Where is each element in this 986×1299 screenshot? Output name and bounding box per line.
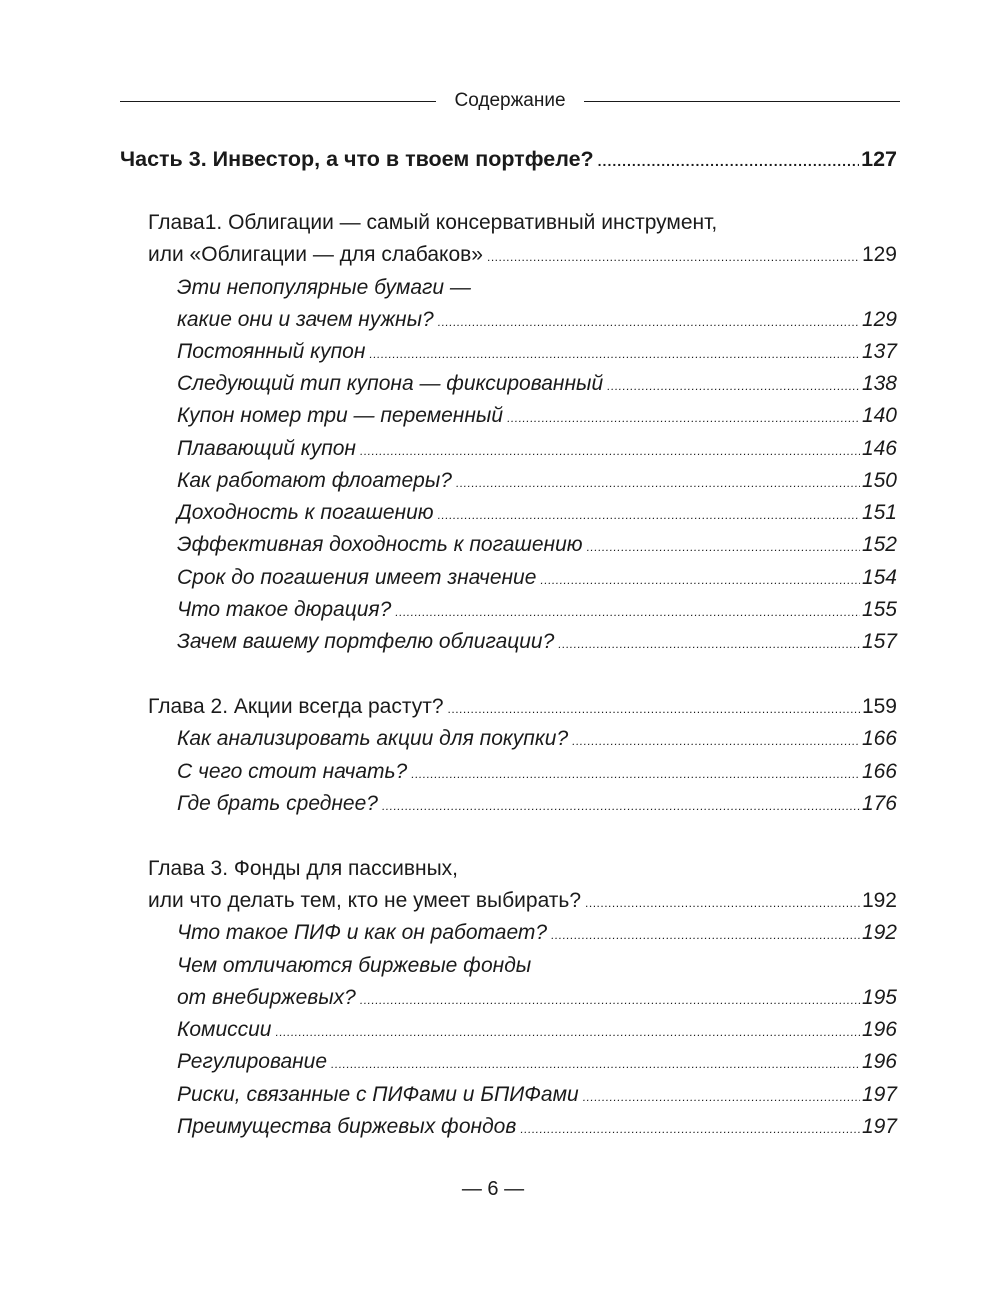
toc-item[interactable] (177, 1079, 897, 1111)
toc-chapter-label: Глава 2. Акции всегда растут? (148, 695, 444, 718)
toc-leader (438, 306, 860, 338)
toc-item-label: Где брать среднее? (177, 792, 378, 815)
toc-page-number: 150 (861, 469, 897, 492)
toc-page-number: 137 (861, 340, 897, 363)
toc-leader (395, 596, 860, 628)
toc-page-number: 159 (861, 695, 897, 718)
toc-item-label: Преимущества биржевых фондов (177, 1115, 517, 1138)
toc-item[interactable] (177, 529, 897, 561)
toc-item-label: Как работают флоатеры? (177, 469, 452, 492)
toc-part-label: Часть 3. Инвестор, а что в твоем портфеле? (120, 147, 594, 171)
toc-item[interactable] (177, 950, 897, 982)
toc-page-number: 154 (861, 566, 897, 589)
toc-item-label: Риски, связанные с ПИФами и БПИФами (177, 1083, 579, 1106)
toc-chapter-3-line1[interactable] (148, 853, 897, 885)
toc-item[interactable] (177, 1014, 897, 1046)
toc-item-label: Что такое ПИФ и как он работает? (177, 921, 548, 944)
toc-leader (382, 790, 860, 822)
toc-leader (607, 370, 860, 402)
toc-page-number: 152 (861, 533, 897, 556)
toc-leader (507, 402, 860, 434)
toc-item[interactable] (177, 465, 897, 497)
toc-page-number: 192 (861, 889, 897, 912)
toc-item-label: Доходность к погашению (177, 501, 434, 524)
toc-leader (438, 499, 860, 531)
running-header (120, 88, 900, 114)
toc-chapter-label: или что делать тем, кто не умеет выбирать? (148, 889, 582, 912)
toc-leader (551, 919, 860, 951)
toc-item-label: Купон номер три — переменный (177, 404, 504, 427)
toc-item-label: Срок до погашения имеет значение (177, 566, 537, 589)
toc-item-label: Следующий тип купона — фиксированный (177, 372, 604, 395)
toc-item[interactable] (177, 368, 897, 400)
toc-leader (585, 887, 860, 919)
toc-item[interactable] (177, 1046, 897, 1078)
toc-page-number: 138 (861, 372, 897, 395)
header-rule-left (120, 101, 436, 102)
toc-chapter-label: Глава 3. Фонды для пассивных, (148, 857, 459, 880)
toc-item[interactable] (177, 723, 897, 755)
toc-leader (360, 435, 860, 467)
toc-leader (369, 338, 860, 370)
toc-page-number: 197 (861, 1083, 897, 1106)
toc-item-label: Регулирование (177, 1050, 328, 1073)
toc-page-number: 129 (861, 243, 897, 266)
toc-page-number: 197 (861, 1115, 897, 1138)
toc-item[interactable] (177, 1111, 897, 1143)
toc-leader (331, 1048, 860, 1080)
toc-chapter-label: Глава1. Облигации — самый консервативный инструмент, (148, 211, 718, 234)
toc-part-3[interactable] (120, 143, 897, 175)
toc-chapter-3-line2[interactable] (148, 885, 897, 917)
page-number: — 6 — (461, 1178, 525, 1200)
toc-item[interactable] (177, 304, 897, 336)
toc-leader (598, 145, 859, 177)
header-title: Содержание (454, 90, 566, 111)
toc-item-label: какие они и зачем нужны? (177, 308, 434, 331)
toc-page-number: 146 (861, 437, 897, 460)
toc-page-number: 196 (861, 1050, 897, 1073)
toc-item-label: С чего стоит начать? (177, 760, 408, 783)
toc-leader (587, 531, 860, 563)
toc-page-number: 166 (861, 760, 897, 783)
toc-item[interactable] (177, 626, 897, 658)
toc-item-label: Зачем вашему портфелю облигации? (177, 630, 555, 653)
toc-item[interactable] (177, 788, 897, 820)
toc-item[interactable] (177, 400, 897, 432)
toc-item[interactable] (177, 336, 897, 368)
header-rule-right (584, 101, 900, 102)
toc-chapter-2[interactable] (148, 691, 897, 723)
toc-leader (360, 984, 860, 1016)
toc-leader (558, 628, 860, 660)
toc-item[interactable] (177, 756, 897, 788)
toc-leader (456, 467, 860, 499)
toc-item[interactable] (177, 917, 897, 949)
toc-leader (276, 1016, 860, 1048)
toc-leader (583, 1081, 860, 1113)
toc-item[interactable] (177, 497, 897, 529)
toc-chapter-1-line1[interactable] (148, 207, 897, 239)
toc-item-label: Что такое дюрация? (177, 598, 392, 621)
toc-page-number: 155 (861, 598, 897, 621)
toc-item-label: от внебиржевых? (177, 986, 356, 1009)
toc-page-number: 166 (861, 727, 897, 750)
toc-leader (487, 241, 860, 273)
toc-leader (411, 758, 860, 790)
toc-chapter-label: или «Облигации — для слабаков» (148, 243, 483, 266)
toc-item[interactable] (177, 272, 897, 304)
toc-page-number: 157 (861, 630, 897, 653)
toc-leader (448, 693, 860, 725)
toc-item-label: Плавающий купон (177, 437, 356, 460)
toc-item[interactable] (177, 433, 897, 465)
toc-page-number: 195 (861, 986, 897, 1009)
toc-page-number: 140 (861, 404, 897, 427)
toc-item-label: Эффективная доходность к погашению (177, 533, 583, 556)
toc-item-label: Комиссии (177, 1018, 272, 1041)
toc-leader (520, 1113, 860, 1145)
toc-leader (540, 564, 860, 596)
toc-item[interactable] (177, 562, 897, 594)
toc-page-number: 151 (861, 501, 897, 524)
toc-page-number: 127 (861, 147, 897, 171)
toc-item[interactable] (177, 594, 897, 626)
toc-item-label: Чем отличаются биржевые фонды (177, 954, 532, 977)
toc-item-label: Эти непопулярные бумаги — (177, 276, 471, 299)
toc-page-number: 176 (861, 792, 897, 815)
toc-leader (572, 725, 860, 757)
toc-page-number: 196 (861, 1018, 897, 1041)
toc-item-label: Постоянный купон (177, 340, 366, 363)
toc-chapter-1-line2[interactable] (148, 239, 897, 271)
toc-item[interactable] (177, 982, 897, 1014)
toc-page-number: 192 (861, 921, 897, 944)
toc-item-label: Как анализировать акции для покупки? (177, 727, 569, 750)
toc-page-number: 129 (861, 308, 897, 331)
